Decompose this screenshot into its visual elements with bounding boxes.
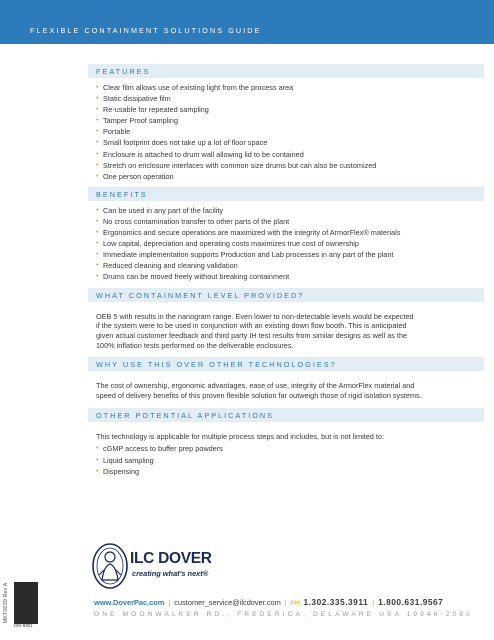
list-item: • One person operation (96, 171, 174, 181)
doc-code: MKT0039 Rev A (3, 582, 9, 624)
bullet-icon: • (96, 128, 99, 136)
bullet-icon: • (96, 139, 99, 147)
bullet-icon: • (96, 106, 99, 114)
list-item: • Clear film allows use of existing light from the process area (96, 83, 294, 92)
list-item: • Enclosure is attached to drum wall allowing lid to be contained (96, 149, 304, 159)
ilc-dover-logo[interactable] (90, 542, 210, 592)
bullet-icon: • (96, 273, 99, 281)
list-item: • Low capital, depreciation and operating costs maximizes true cost of ownership (96, 239, 359, 249)
list-item: • Ergonomics and secure operations are maximized with the integrity of ArmorFlex® materials (96, 228, 401, 238)
applications-heading: OTHER POTENTIAL APPLICATIONS (96, 410, 275, 420)
features-heading: FEATURES (96, 67, 151, 76)
divider: | (168, 598, 171, 607)
website-link[interactable]: www.DoverPac.com (94, 598, 165, 607)
contact-line (94, 597, 488, 609)
bullet-icon: • (96, 240, 99, 248)
list-item: • Dispensing (96, 466, 140, 476)
containment-heading-bar (88, 288, 484, 302)
list-item: • Liquid sampling (96, 455, 154, 465)
address: ONE MOONWALKER RD., FREDERICA, DELAWARE USA 19946-2080 (94, 611, 473, 618)
content (88, 64, 484, 477)
bullet-icon: • (96, 84, 99, 91)
features-list (88, 82, 484, 182)
iso-label: ISO 9001 (14, 623, 33, 628)
bullet-icon: • (96, 206, 99, 214)
list-item: • Can be used in any part of the facility (96, 205, 224, 215)
tollfree-number: 1.800.631.9567 (378, 597, 444, 607)
divider: | (372, 598, 375, 607)
bullet-icon: • (96, 456, 99, 464)
bullet-icon: • (96, 251, 99, 259)
phone-number: 1.302.335.3911 (303, 597, 369, 607)
header-bar (0, 0, 494, 44)
iso-certification-icon (14, 582, 38, 624)
why-use-heading-bar (88, 357, 484, 371)
list-item: • Reduced cleaning and cleaning validation (96, 261, 238, 271)
bullet-icon: • (96, 150, 99, 158)
list-item: • cGMP access to buffer prep powders (96, 444, 223, 454)
list-item: • No cross contamination transfer to other parts of the plant (96, 216, 290, 226)
list-item: • Small footprint does not take up a lot of floor space (96, 138, 268, 148)
containment-heading: WHAT CONTAINMENT LEVEL PROVIDED? (96, 290, 305, 300)
list-item: • Immediate implementation supports Production and Lab processes in any part of the plant (96, 250, 394, 260)
bullet-icon: • (96, 95, 99, 103)
guide-title: FLEXIBLE CONTAINMENT SOLUTIONS GUIDE (30, 26, 262, 35)
email-link[interactable]: customer_service@ilcdover.com (174, 598, 281, 607)
list-item: • Portable (96, 127, 131, 137)
list-item: • Re-usable for repeated sampling (96, 105, 209, 115)
bullet-icon: • (96, 117, 99, 125)
bullet-icon: • (96, 172, 99, 180)
benefits-list (88, 205, 484, 283)
divider: | (284, 598, 287, 607)
features-heading-bar (88, 64, 484, 78)
bullet-icon: • (96, 445, 99, 453)
list-item: • Tamper Proof sampling (96, 116, 179, 126)
astronaut-emblem-icon (90, 542, 130, 590)
benefits-heading: BENEFITS (96, 189, 148, 199)
why-use-heading: WHY USE THIS OVER OTHER TECHNOLOGIES? (96, 360, 337, 370)
bullet-icon: • (96, 467, 99, 475)
logo-tagline: creating what's next® (132, 569, 209, 578)
bullet-icon: • (96, 217, 99, 225)
phone-label: PH: (290, 600, 302, 607)
applications-list (88, 443, 484, 476)
containment-paragraph: OEB 5 with results in the nanogram range. Even lower to non-detectable levels would be expected if the system were to be used in conjunction with an existing down flow booth. This is anticipated given actual customer feedback and third party IH test results from similar designs as well as the 100% inflation tests performed on the deliverable enclosures. (96, 311, 414, 350)
bullet-icon: • (96, 229, 99, 237)
list-item: • Static dissipative film (96, 94, 171, 104)
bullet-icon: • (96, 262, 99, 270)
bullet-icon: • (96, 161, 99, 169)
list-item: • Drums can be moved freely without breaking containment (96, 272, 290, 282)
applications-intro: This technology is applicable for multiple process steps and includes, but is not limited to: (96, 431, 384, 441)
logo-name: ILC DOVER (130, 550, 212, 567)
list-item: • Stretch on enclosure interfaces with common size drums but can also be customized (96, 160, 377, 170)
benefits-heading-bar (88, 187, 484, 201)
why-use-paragraph: The cost of ownership, ergonomic advantages, ease of use, integrity of the ArmorFlex material and speed of delivery benefits of this proven flexible solution far outweigh those of rigid isolation systems. (96, 381, 422, 401)
applications-heading-bar (88, 408, 484, 422)
